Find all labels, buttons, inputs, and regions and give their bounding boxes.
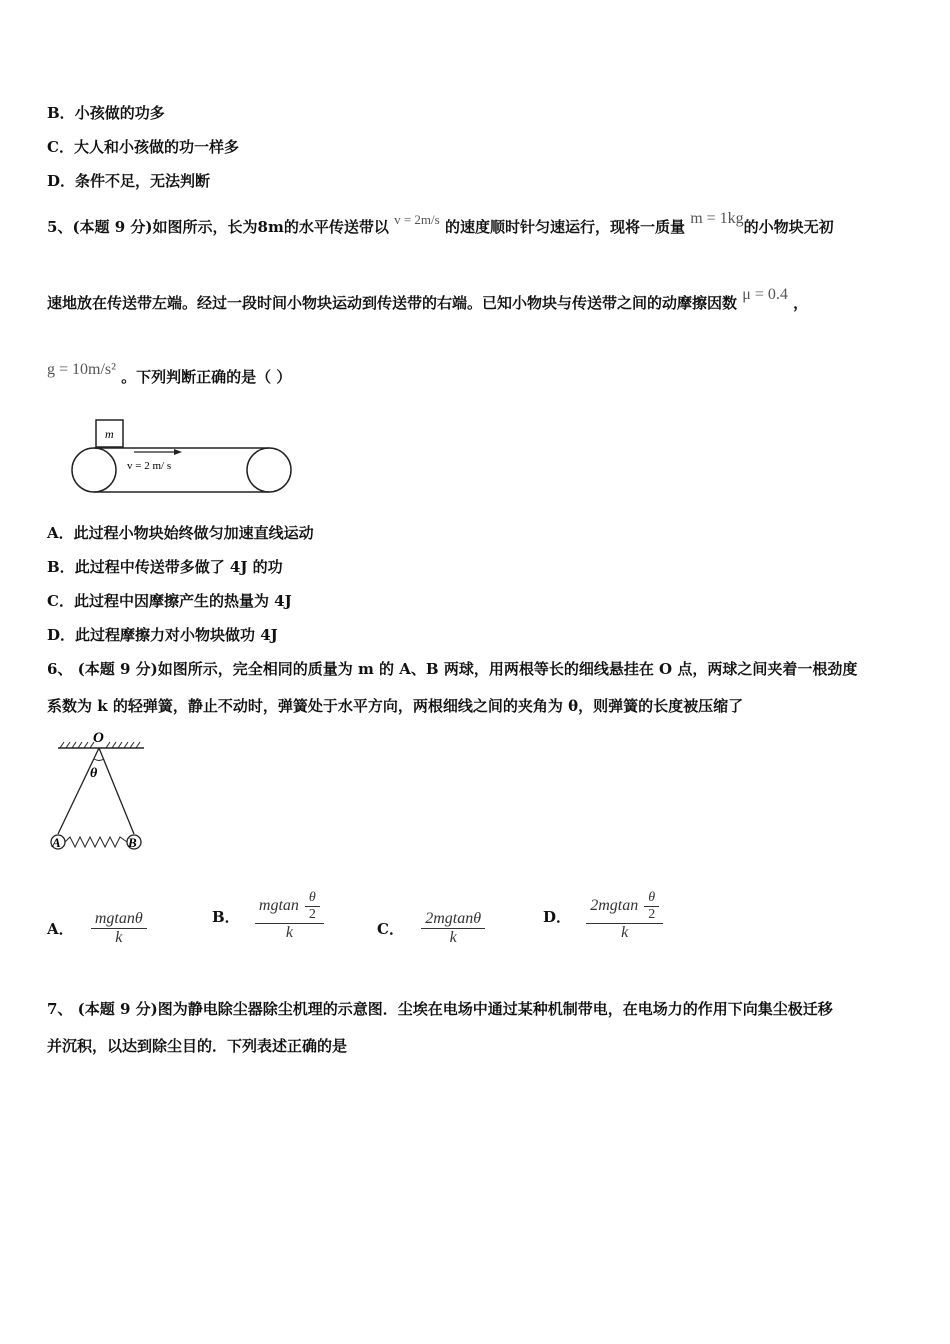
block-label: m [105,427,114,441]
mu-formula: μ = 0.4 [742,286,788,303]
q5-stem-line2: 速地放在传送带左端。经过一段时间小物块运动到传送带的右端。已知小物块与传送带之间的动摩擦因数 μ = 0.4 ， [47,286,809,312]
q5-stem-line1: 5、(本题 9 分)如图所示，长为8m的水平传送带以 v = 2m/s 的速度顺时针匀速运行，现将一质量 m = 1kg的小物块无初 [47,210,834,236]
q5-option-b: B．此过程中传送带多做了 4J 的功 [47,558,283,576]
conveyor-belt-figure [70,415,295,497]
q7-stem-line2: 并沉积，以达到除尘目的．下列表述正确的是 [47,1037,348,1055]
q6-option-d: D． 2mgtan $\frac{\theta}{2}$ k [543,890,663,942]
q5-stem-line3: g = 10m/s² 。下列判断正确的是（ ） [47,361,292,386]
theta-label: θ [90,766,98,781]
q4-option-b: B．小孩做的功多 [47,104,165,122]
q6-stem-line1: 6、 (本题 9 分)如图所示，完全相同的质量为 m 的 A、B 两球，用两根等长的细线悬挂在 O 点，两球之间夹着一根劲度 [47,660,858,678]
q6-stem-line2: 系数为 k 的轻弹簧，静止不动时，弹簧处于水平方向，两根细线之间的夹角为 θ，则弹簧的长度被压缩了 [47,697,744,715]
pendulum-spring-figure [50,728,150,856]
q5-option-a: A．此过程小物块始终做匀加速直线运动 [47,524,314,542]
q4-option-c: C．大人和小孩做的功一样多 [47,138,239,156]
speed-label: v = 2 m/ s [127,460,172,472]
o-label: O [93,730,104,746]
q4-option-d: D．条件不足，无法判断 [47,172,211,190]
q6-option-b: B． mgtan $\frac{\theta}{2}$ k [212,890,324,942]
q5-option-c: C．此过程中因摩擦产生的热量为 4J [47,592,292,610]
mass-formula: m = 1kg [690,210,744,227]
a-label: A [52,835,61,850]
q6-option-c: C． $\frac{2mgtan\theta}{k}$ [377,910,485,947]
g-formula: g = 10m/s² [47,361,116,378]
left-pulley [72,448,116,492]
left-string [58,748,99,834]
q7-stem-line1: 7、 (本题 9 分)图为静电除尘器除尘机理的示意图．尘埃在电场中通过某种机制带电，在电场力的作用下向集尘极迁移 [47,1000,833,1018]
q6-option-a: A． $\frac{mgtan\theta}{k}$ [47,910,147,947]
q5-option-d: D．此过程摩擦力对小物块做功 4J [47,626,278,644]
velocity-formula: v = 2m/s [394,212,440,227]
right-string [99,748,134,834]
spring [65,837,127,847]
b-label: B [128,835,137,850]
right-pulley [247,448,291,492]
